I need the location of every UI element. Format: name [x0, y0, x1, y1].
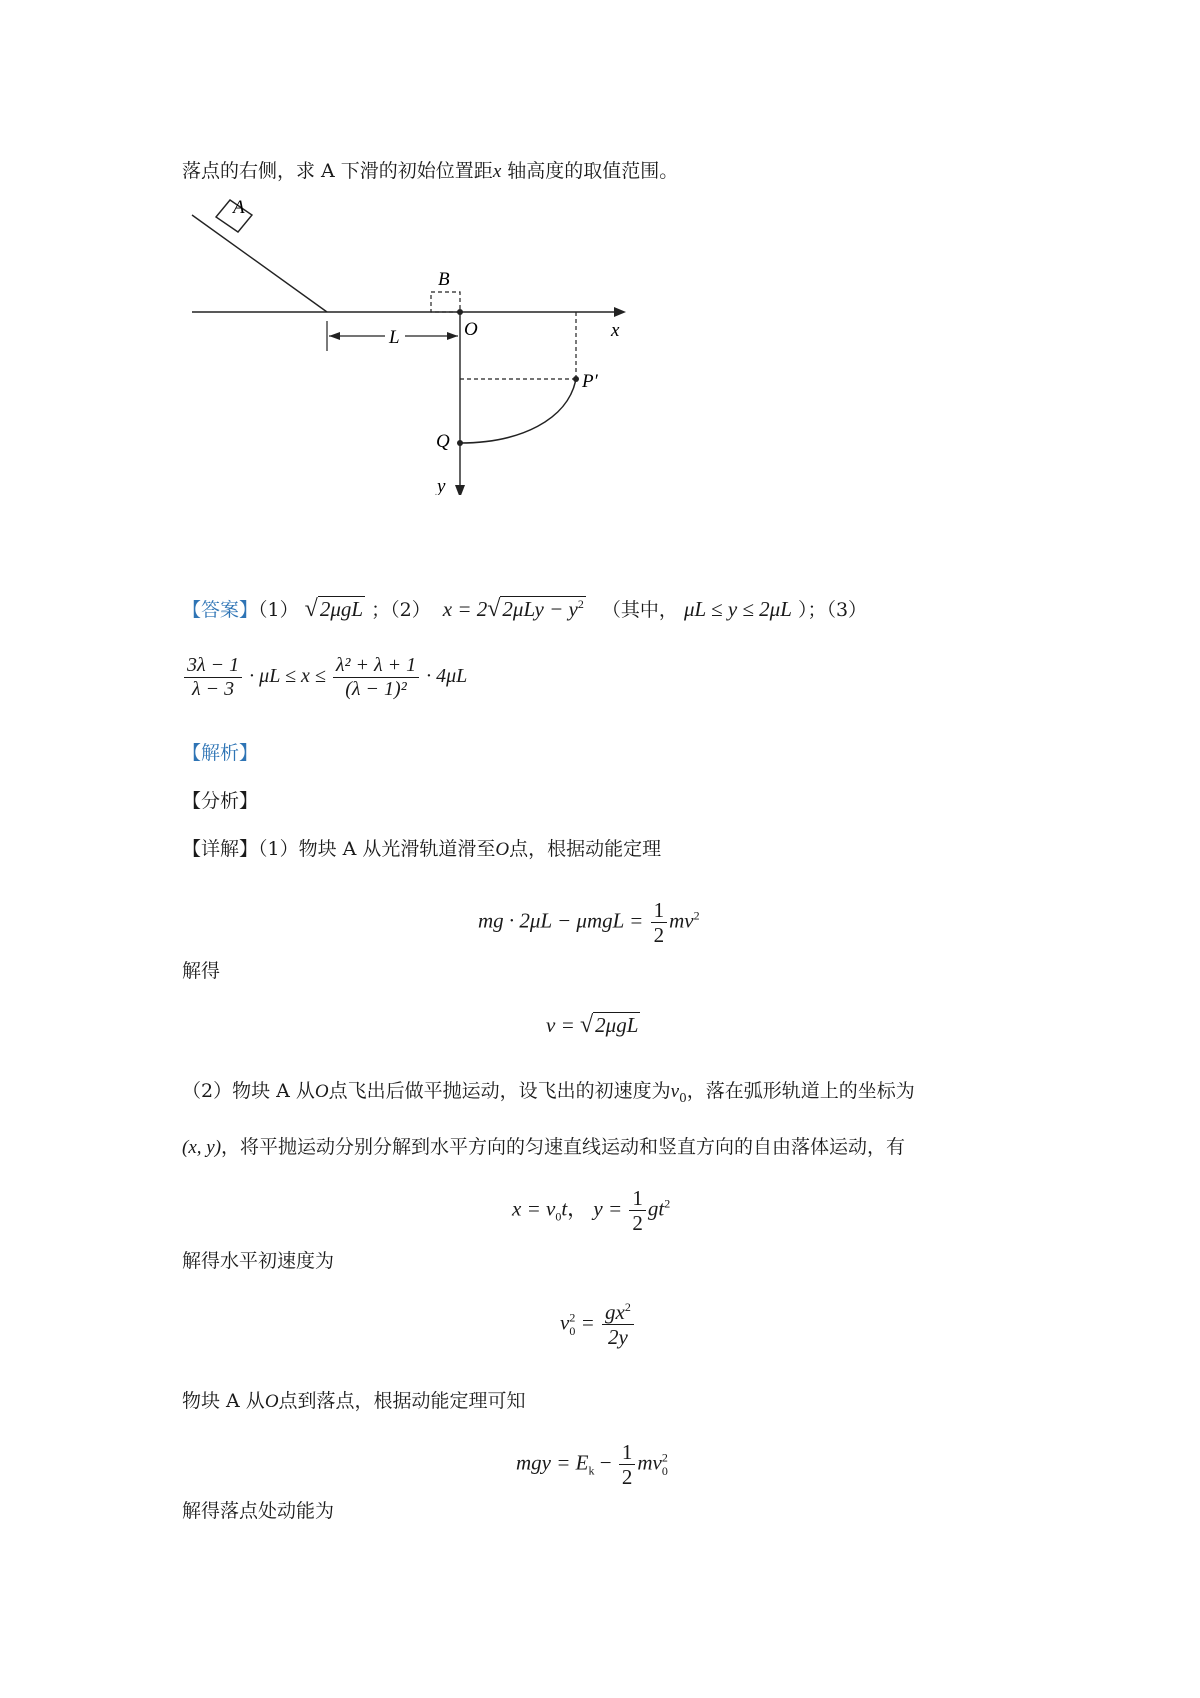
step2-motion-equations: $x = v_0t$， y = $\frac{1}{2}$ $gt^2$ [512, 1186, 671, 1236]
step2-v0-squared: $v^2_0$ = $\frac{gx^2}{2y}$ [560, 1300, 636, 1349]
block-b [431, 292, 460, 312]
answer-line: 【答案】（1） √2μgL ；（2） $x = 2√2\mu Ly - y^2$ （其中， μL ≤ y ≤ 2μL ）；（3） [182, 596, 868, 622]
label-q: Q [436, 431, 450, 452]
answer-part3: $\frac{3\lambda - 1}{\lambda - 3}$ · μL ≤ x ≤ $\frac{\text{λ² + λ + 1}}{\text{(λ − 1)²}}$ · 4μL [182, 654, 467, 701]
intro-line: 落点的右侧，求 A 下滑的初始位置距x 轴高度的取值范围。 [182, 160, 679, 182]
label-o: O [464, 319, 478, 340]
y-axis-arrow [455, 485, 465, 495]
step2-intro-cont: (x, y)，将平抛运动分别分解到水平方向的匀速直线运动和竖直方向的自由落体运动，有 [182, 1136, 906, 1158]
step2-energy-equation: mgy = $E_k$ − $\frac{1}{2}$ $mv^2_0$ [516, 1440, 668, 1490]
step2-intro: （2）物块 A 从O点飞出后做平抛运动，设飞出的初速度为$v_0$，落在弧形轨道上的坐标为 [182, 1080, 915, 1105]
step2-energy-intro: 物块 A 从O点到落点，根据动能定理可知 [182, 1390, 526, 1412]
label-l: L [389, 327, 400, 348]
mechanics-figure [180, 195, 660, 495]
label-y: y [437, 476, 446, 495]
step2-solve-label-2: 解得落点处动能为 [182, 1500, 335, 1522]
step1-velocity-result: v = √2μgL [546, 1012, 639, 1038]
x-variable: x [492, 161, 502, 182]
point-q [457, 440, 463, 446]
label-a: A [233, 197, 245, 218]
section-fenxi: 【分析】 [182, 790, 259, 812]
point-p [573, 376, 579, 382]
step2-solve-label: 解得水平初速度为 [182, 1250, 335, 1272]
answer-tag: 【答案】 [182, 599, 259, 621]
step1-energy-equation: mg · 2μL − μmgL = $\frac{1}{2}$ $mv^2$ [478, 898, 700, 948]
label-p: P′ [582, 371, 598, 392]
label-x: x [611, 320, 620, 341]
arc-track [460, 379, 576, 443]
section-jiexi: 【解析】 [182, 742, 259, 764]
step1-solve-label: 解得 [182, 960, 221, 982]
step1-intro: 【详解】（1）物块 A 从光滑轨道滑至O点，根据动能定理 [182, 838, 662, 860]
label-b: B [438, 269, 450, 290]
x-axis-arrow [614, 307, 626, 317]
